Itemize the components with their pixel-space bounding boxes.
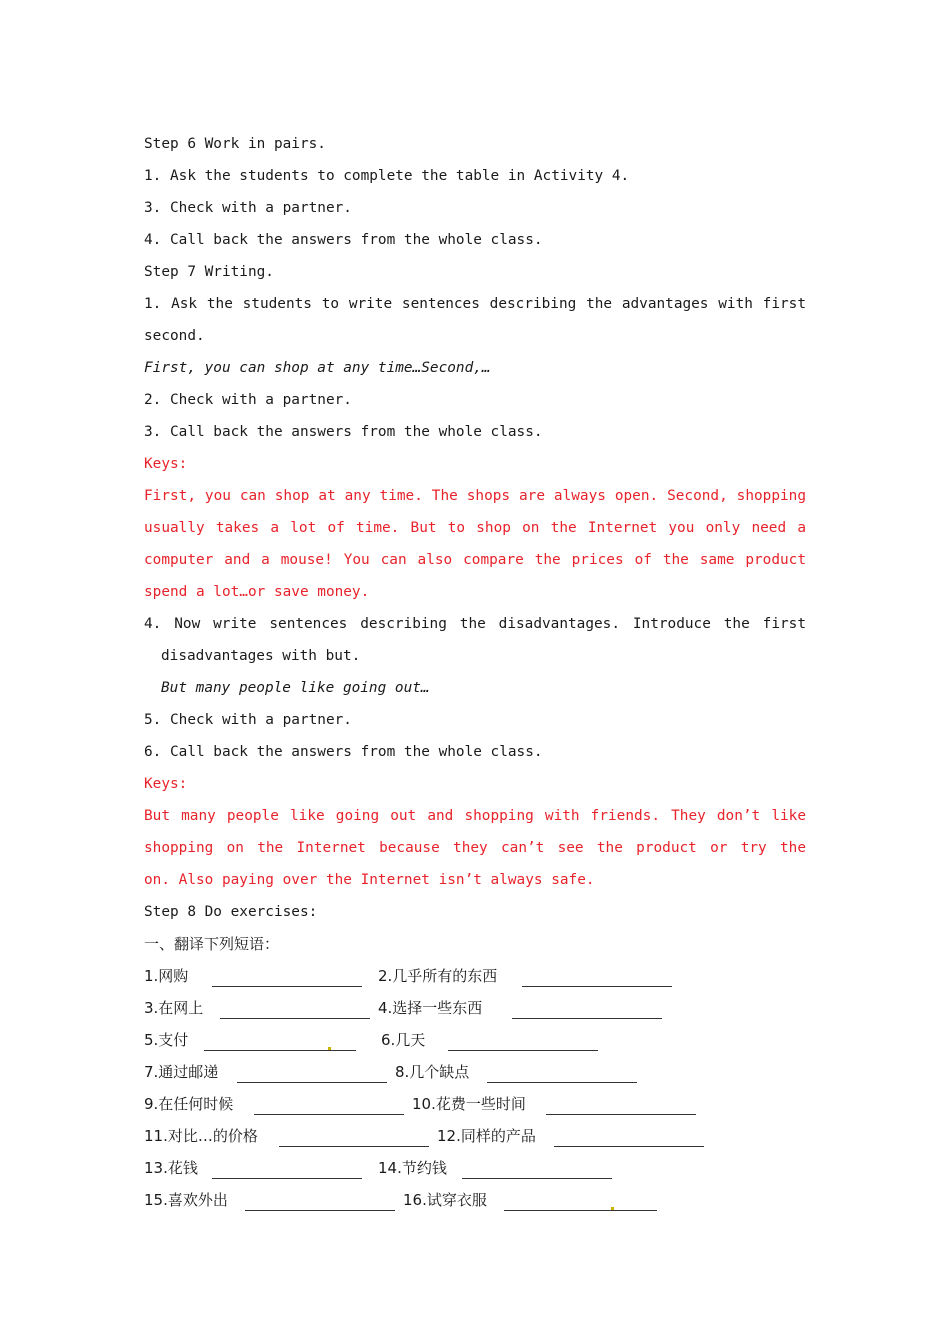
exercise-prompt: 10.花费一些时间 [412,1095,526,1113]
answer-key-line: computer and a mouse! You can also compare the prices of the same product [144,552,806,568]
answer-key-line: Keys: [144,776,188,792]
text-line: Step 8 Do exercises: [144,904,318,920]
answer-blank[interactable] [462,1178,612,1179]
text-line: disadvantages with but. [161,648,361,664]
mark-dot [328,1047,331,1050]
exercise-row [144,1184,806,1216]
answer-key-line: spend a lot…or save money. [144,584,370,600]
answer-key-line: usually takes a lot of time. But to shop on the Internet you only need a [144,520,806,536]
answer-key-line: Keys: [144,456,188,472]
answer-blank[interactable] [487,1082,637,1083]
exercise-prompt: 7.通过邮递 [144,1063,219,1081]
exercise-prompt: 4.选择一些东西 [378,999,483,1017]
exercise-prompt: 11.对比…的价格 [144,1127,258,1145]
text-line: 1. Ask the students to complete the table in Activity 4. [144,168,630,184]
exercise-list [144,960,806,1216]
exercise-prompt: 3.在网上 [144,999,204,1017]
exercise-prompt: 9.在任何时候 [144,1095,234,1113]
exercise-row [144,1152,806,1184]
exercise-row [144,1056,806,1088]
exercise-prompt: 1.网购 [144,967,189,985]
answer-key-line: But many people like going out and shopping with friends. They don’t like [144,808,806,824]
answer-key-line: on. Also paying over the Internet isn’t always safe. [144,872,595,888]
answer-blank[interactable] [237,1082,387,1083]
text-line: But many people like going out… [161,680,430,696]
exercise-row [144,1024,806,1056]
exercise-prompt: 12.同样的产品 [437,1127,536,1145]
answer-blank[interactable] [279,1146,429,1147]
mark-dot [611,1207,614,1210]
answer-blank[interactable] [220,1018,370,1019]
exercise-prompt: 2.几乎所有的东西 [378,967,498,985]
text-line: 4. Call back the answers from the whole class. [144,232,543,248]
answer-blank[interactable] [254,1114,404,1115]
answer-blank[interactable] [448,1050,598,1051]
text-line: 6. Call back the answers from the whole class. [144,744,543,760]
exercise-heading: 一、翻译下列短语： [144,935,280,953]
exercise-row [144,1120,806,1152]
exercise-prompt: 16.试穿衣服 [403,1191,487,1209]
exercise-prompt: 6.几天 [381,1031,426,1049]
exercise-prompt: 14.节约钱 [378,1159,447,1177]
exercise-prompt: 13.花钱 [144,1159,198,1177]
text-line: 2. Check with a partner. [144,392,352,408]
exercise-prompt: 15.喜欢外出 [144,1191,228,1209]
text-line: 3. Call back the answers from the whole class. [144,424,543,440]
text-line: Step 6 Work in pairs. [144,136,326,152]
answer-blank[interactable] [212,986,362,987]
text-line: 3. Check with a partner. [144,200,352,216]
answer-blank[interactable] [522,986,672,987]
exercise-prompt: 5.支付 [144,1031,189,1049]
answer-key-line: First, you can shop at any time. The shops are always open. Second, shopping [144,488,806,504]
exercise-row [144,1088,806,1120]
answer-blank[interactable] [245,1210,395,1211]
text-line: 1. Ask the students to write sentences describing the advantages with first [144,296,806,312]
text-line: second. [144,328,205,344]
answer-blank[interactable] [504,1210,657,1211]
answer-blank[interactable] [512,1018,662,1019]
exercise-row [144,992,806,1024]
answer-blank[interactable] [204,1050,356,1051]
exercise-row [144,960,806,992]
text-line: 4. Now write sentences describing the disadvantages. Introduce the first [144,616,806,632]
lesson-content [144,128,806,1216]
answer-blank[interactable] [546,1114,696,1115]
exercise-prompt: 8.几个缺点 [395,1063,470,1081]
answer-key-line: shopping on the Internet because they can’t see the product or try the [144,840,806,856]
answer-blank[interactable] [212,1178,362,1179]
text-line: First, you can shop at any time…Second,… [144,360,491,376]
answer-blank[interactable] [554,1146,704,1147]
text-line: Step 7 Writing. [144,264,274,280]
text-line: 5. Check with a partner. [144,712,352,728]
lesson-steps [144,128,806,928]
